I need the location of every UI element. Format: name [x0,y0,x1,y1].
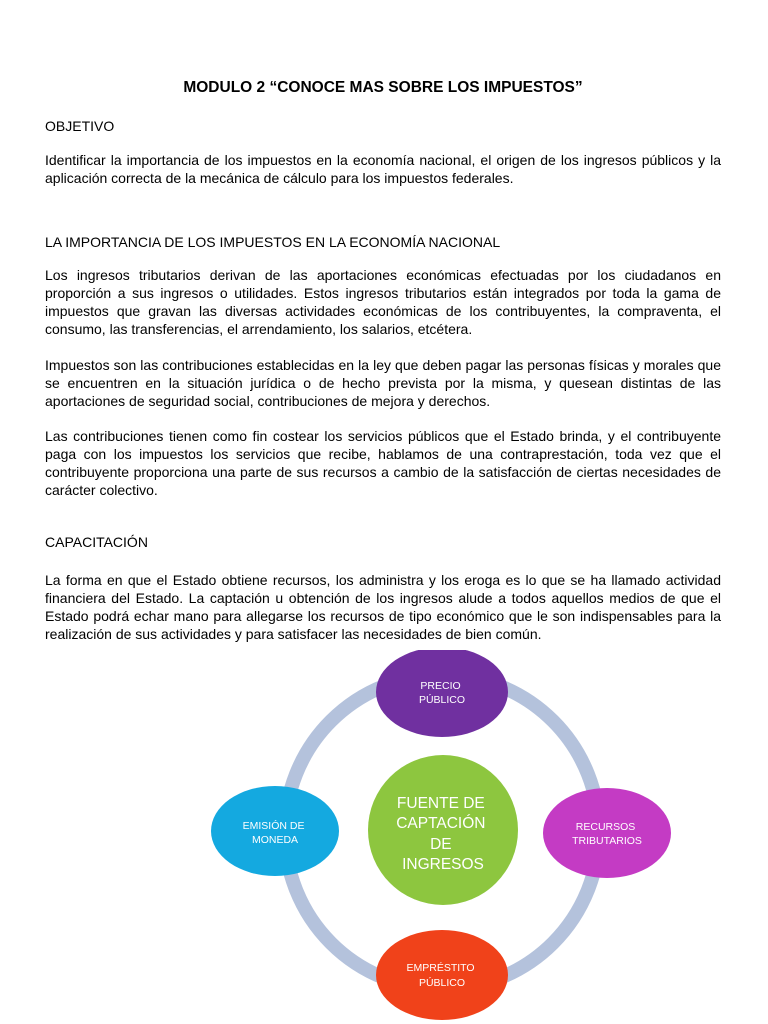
center-line-4: INGRESOS [402,856,484,873]
right-line-1: RECURSOS [575,821,636,833]
income-sources-diagram [0,650,768,1024]
top-line-2: PÚBLICO [418,694,466,706]
center-line-1: FUENTE DE [396,795,485,812]
left-line-1: EMISIÓN DE [242,820,305,832]
objective-paragraph: Identificar la importancia de los impuestos en la economía nacional, el origen de los ingresos públicos y la aplicación correcta de la mecánica de cálculo para los impuestos federales. [45,152,721,186]
center-line-3: DE [430,836,452,853]
left-line-2: MONEDA [251,834,299,846]
top-line-1: PRECIO [420,680,461,692]
right-line-2: TRIBUTARIOS [572,835,642,847]
top-node [376,650,508,737]
bottom-line-1: EMPRÉSTITO [406,962,475,974]
document-title: MODULO 2 “CONOCE MAS SOBRE LOS IMPUESTOS” [183,79,583,96]
training-heading: CAPACITACIÓN [45,534,148,550]
objective-heading: OBJETIVO [45,118,115,134]
bottom-line-2: PÚBLICO [418,977,466,989]
importance-heading: LA IMPORTANCIA DE LOS IMPUESTOS EN LA ECONOMÍA NACIONAL [45,234,501,250]
bottom-circle [376,930,508,1020]
right-circle [543,788,671,878]
center-node [368,755,518,905]
importance-paragraph-3: Las contribuciones tienen como fin costear los servicios públicos que el Estado brinda, y el contribuyente paga con los impuestos los servicios que recibe, hablamos de una contraprestación, toda vez que el contribuyente proporciona una parte de sus recursos a cambio de la satisfacción de ciertas necesidades de carácter colectivo. [45,428,721,498]
training-paragraph: La forma en que el Estado obtiene recursos, los administra y los eroga es lo que se ha llamado actividad financiera del Estado. La captación u obtención de los ingresos alude a todos aquellos medios de que el Estado podrá echar mano para allegarse los recursos de tipo económico que le son indispensables para la realización de sus actividades y para satisfacer las necesidades de bien común. [45,572,721,642]
center-line-2: CAPTACIÓN [396,815,486,832]
bottom-node [376,930,508,1020]
left-node [211,786,339,876]
importance-paragraph-1: Los ingresos tributarios derivan de las aportaciones económicas efectuadas por los ciudadanos en proporción a sus ingresos o utilidades. Estos ingresos tributarios están integrados por toda la gama de impuestos que gravan las diversas actividades económicas de los contribuyentes, la compraventa, el consumo, las transferencias, el arrendamiento, los salarios, etcétera. [45,267,721,337]
importance-paragraph-2: Impuestos son las contribuciones establecidas en la ley que deben pagar las personas físicas y morales que se encuentren en la situación jurídica o de hecho prevista por la misma, y quesean distintas de las aportaciones de seguridad social, contribuciones de mejora y derechos. [45,357,721,409]
right-node [543,788,671,878]
